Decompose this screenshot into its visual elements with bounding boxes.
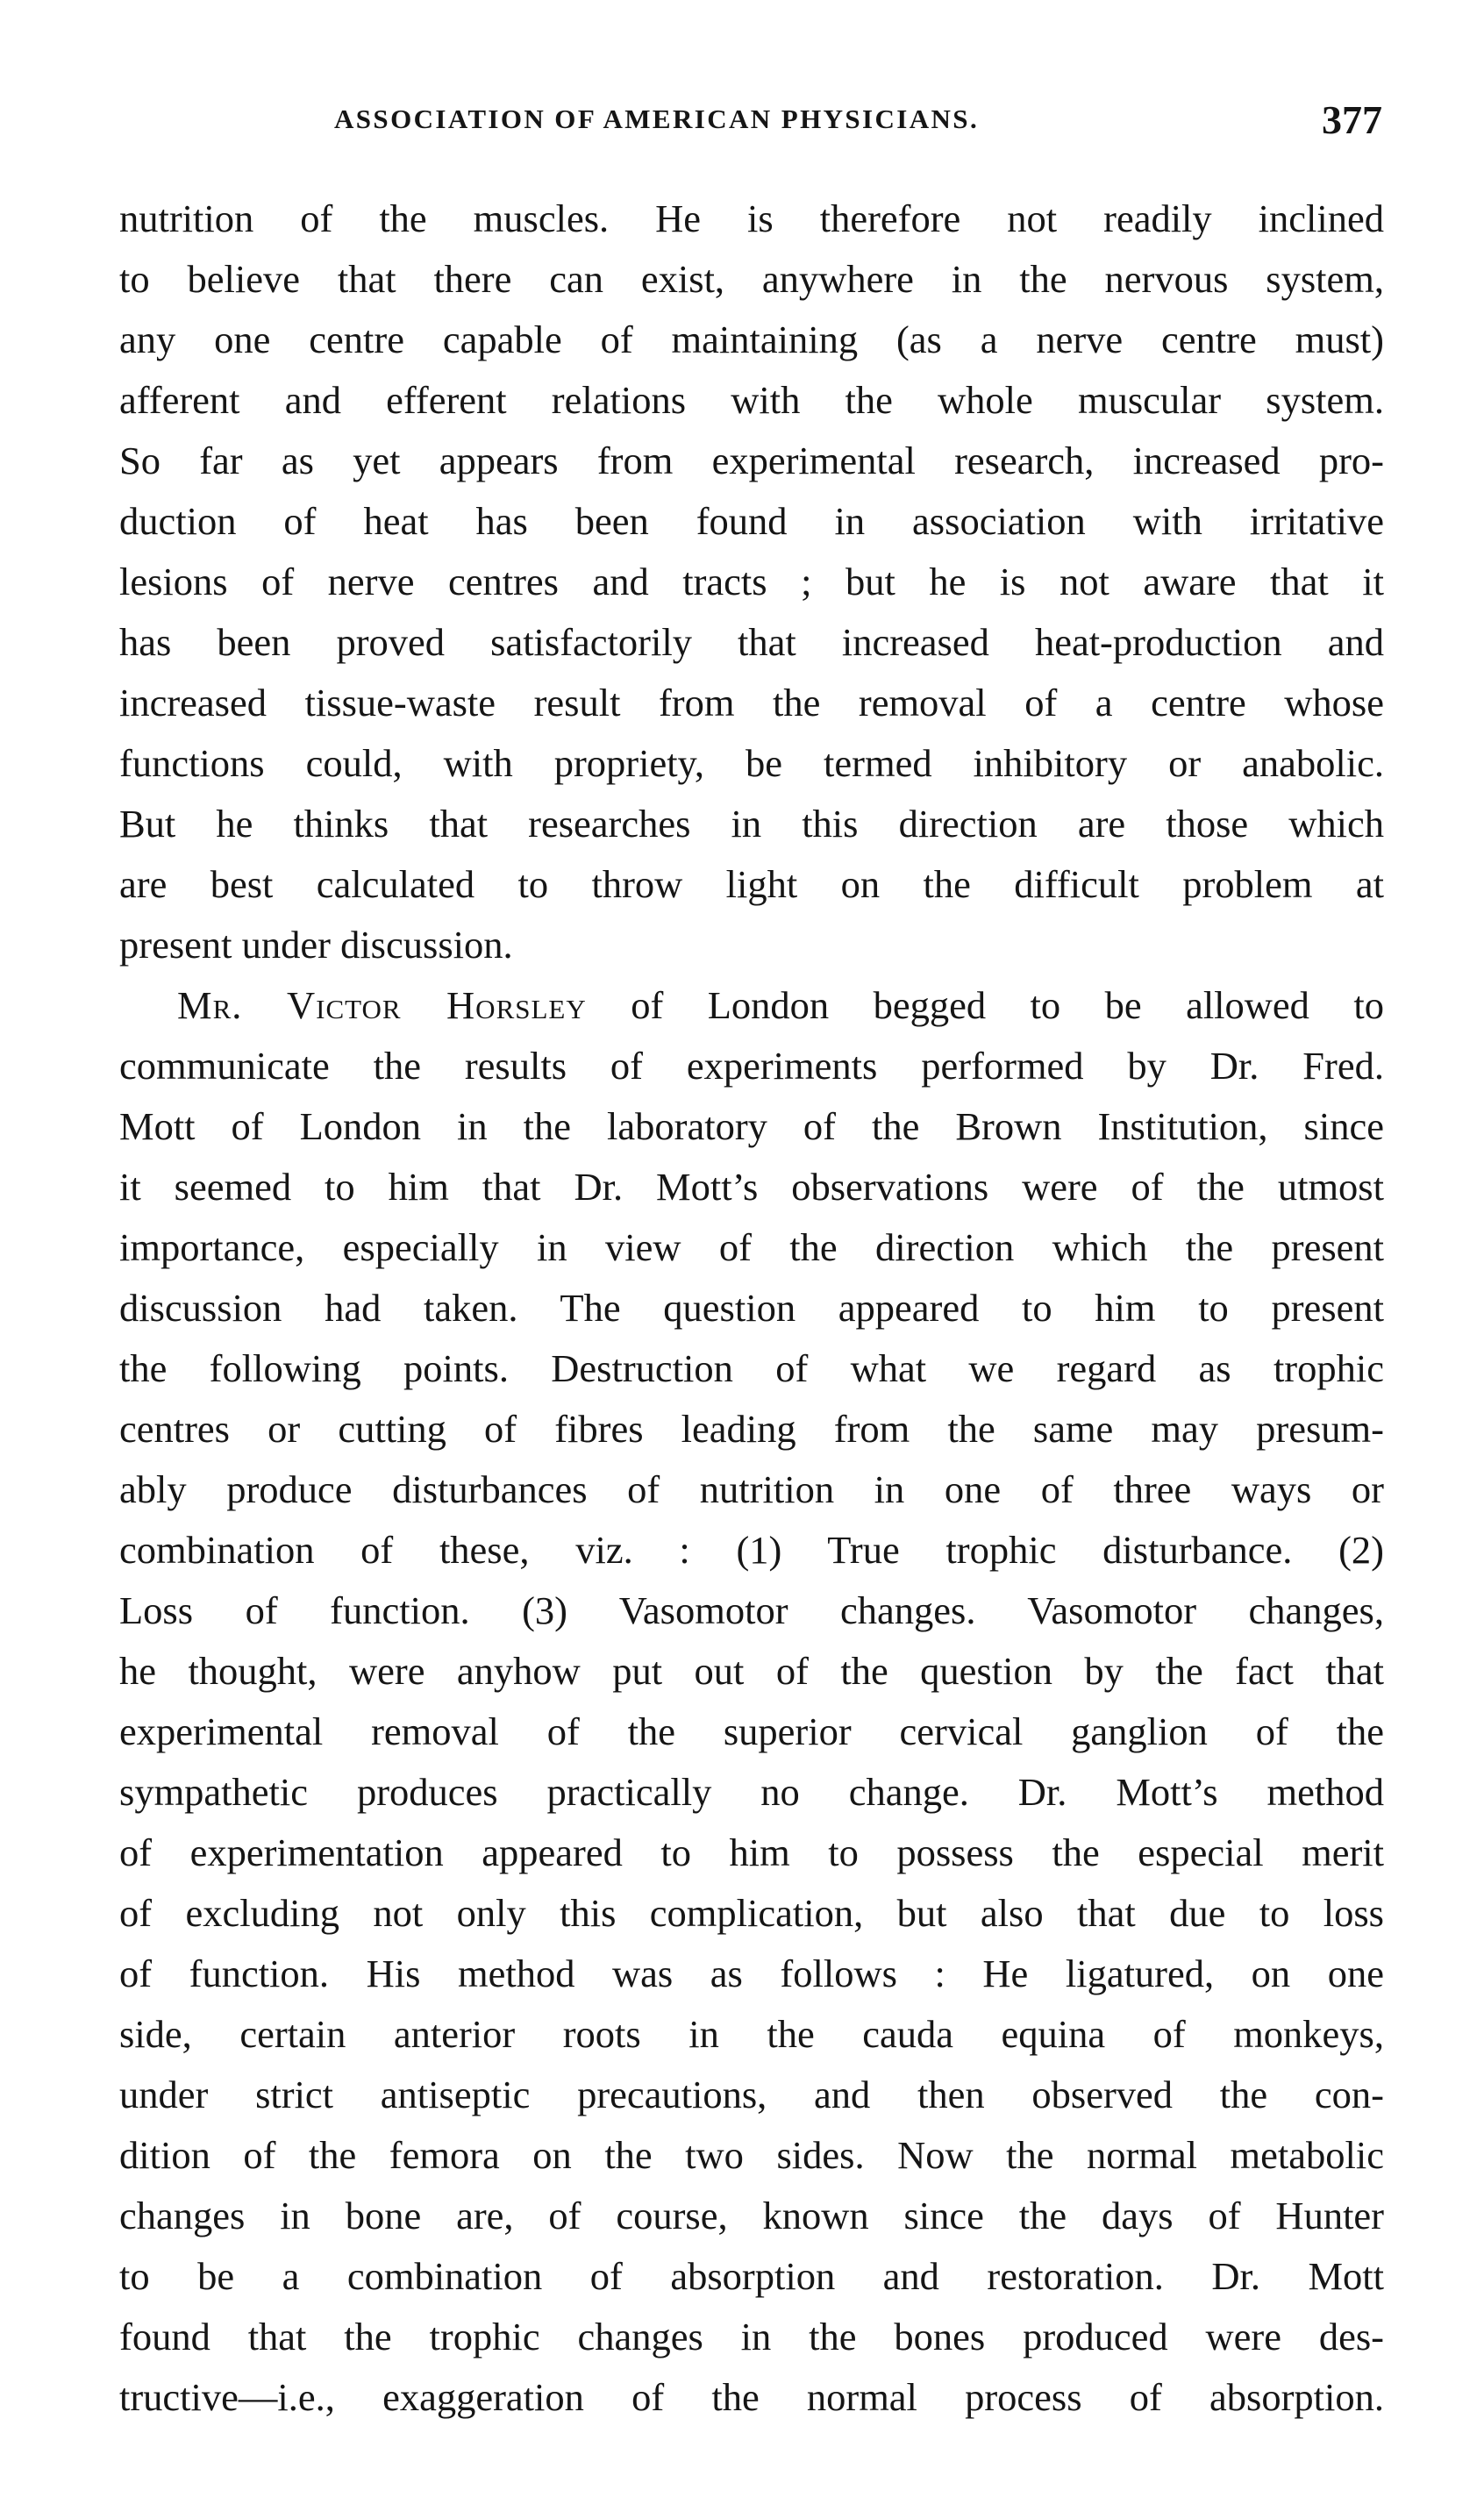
text-line: lesions of nerve centres and tracts ; but he is not aware that it bbox=[119, 560, 1384, 603]
page-number: 377 bbox=[1322, 97, 1382, 142]
text-line: So far as yet appears from experimental research, increased pro- bbox=[119, 439, 1384, 482]
body-text bbox=[119, 189, 1384, 2428]
text-line: tructive—i.e., exaggeration of the normal process of absorption. bbox=[119, 2375, 1384, 2419]
text-line: combination of these, viz. : (1) True trophic disturbance. (2) bbox=[119, 1528, 1384, 1572]
paragraph-2 bbox=[119, 975, 1384, 2428]
running-title: ASSOCIATION OF AMERICAN PHYSICIANS. bbox=[334, 103, 980, 134]
running-head bbox=[119, 98, 1382, 147]
text-line: functions could, with propriety, be termed inhibitory or anabolic. bbox=[119, 741, 1384, 785]
text-line: of experimentation appeared to him to possess the especial merit bbox=[119, 1830, 1384, 1874]
first-line-text: of London begged to be allowed to bbox=[631, 983, 1384, 1027]
text-line: increased tissue-waste result from the removal of a centre whose bbox=[119, 681, 1384, 724]
text-line: changes in bone are, of course, known since the days of Hunter bbox=[119, 2194, 1384, 2237]
text-line: centres or cutting of fibres leading from the same may presum- bbox=[119, 1407, 1384, 1451]
text-line: the following points. Destruction of what we regard as trophic bbox=[119, 1346, 1384, 1390]
text-line: afferent and efferent relations with the whole muscular system. bbox=[119, 378, 1384, 422]
text-line: present under discussion. bbox=[119, 923, 513, 967]
text-line: any one centre capable of maintaining (as a nerve centre must) bbox=[119, 318, 1384, 361]
text-line bbox=[119, 975, 1384, 1036]
text-line: side, certain anterior roots in the cauda equina of monkeys, bbox=[119, 2012, 1384, 2056]
text-line: ably produce disturbances of nutrition in one of three ways or bbox=[119, 1467, 1384, 1511]
text-line: it seemed to him that Dr. Mott’s observations were of the utmost bbox=[119, 1165, 1384, 1209]
text-line: But he thinks that researches in this direction are those which bbox=[119, 802, 1384, 846]
text-line: communicate the results of experiments performed by Dr. Fred. bbox=[119, 1044, 1384, 1088]
text-line: to believe that there can exist, anywhere in the nervous system, bbox=[119, 257, 1384, 301]
text-line: Loss of function. (3) Vasomotor changes. Vasomotor changes, bbox=[119, 1588, 1384, 1632]
text-line: discussion had taken. The question appeared to him to present bbox=[119, 1286, 1384, 1330]
text-line: of excluding not only this complication, but also that due to loss bbox=[119, 1891, 1384, 1935]
text-line: importance, especially in view of the direction which the present bbox=[119, 1225, 1384, 1269]
speaker-name: Mr. Victor Horsley bbox=[177, 983, 587, 1027]
text-line: to be a combination of absorption and restoration. Dr. Mott bbox=[119, 2254, 1384, 2298]
text-line: has been proved satisfactorily that increased heat-production and bbox=[119, 620, 1384, 664]
text-line: dition of the femora on the two sides. Now the normal metabolic bbox=[119, 2133, 1384, 2177]
text-line: he thought, were anyhow put out of the question by the fact that bbox=[119, 1649, 1384, 1693]
text-line: are best calculated to throw light on the difficult problem at bbox=[119, 862, 1384, 906]
text-line: found that the trophic changes in the bones produced were des- bbox=[119, 2315, 1384, 2358]
text-line: experimental removal of the superior cervical ganglion of the bbox=[119, 1709, 1384, 1753]
paragraph-1 bbox=[119, 189, 1384, 975]
text-line: sympathetic produces practically no change. Dr. Mott’s method bbox=[119, 1770, 1384, 1814]
text-line: duction of heat has been found in association with irritative bbox=[119, 499, 1384, 543]
text-line: nutrition of the muscles. He is therefore not readily inclined bbox=[119, 196, 1384, 240]
text-line: Mott of London in the laboratory of the Brown Institution, since bbox=[119, 1104, 1384, 1148]
text-line: of function. His method was as follows : He ligatured, on one bbox=[119, 1952, 1384, 1995]
text-line: under strict antiseptic precautions, and then observed the con- bbox=[119, 2073, 1384, 2116]
